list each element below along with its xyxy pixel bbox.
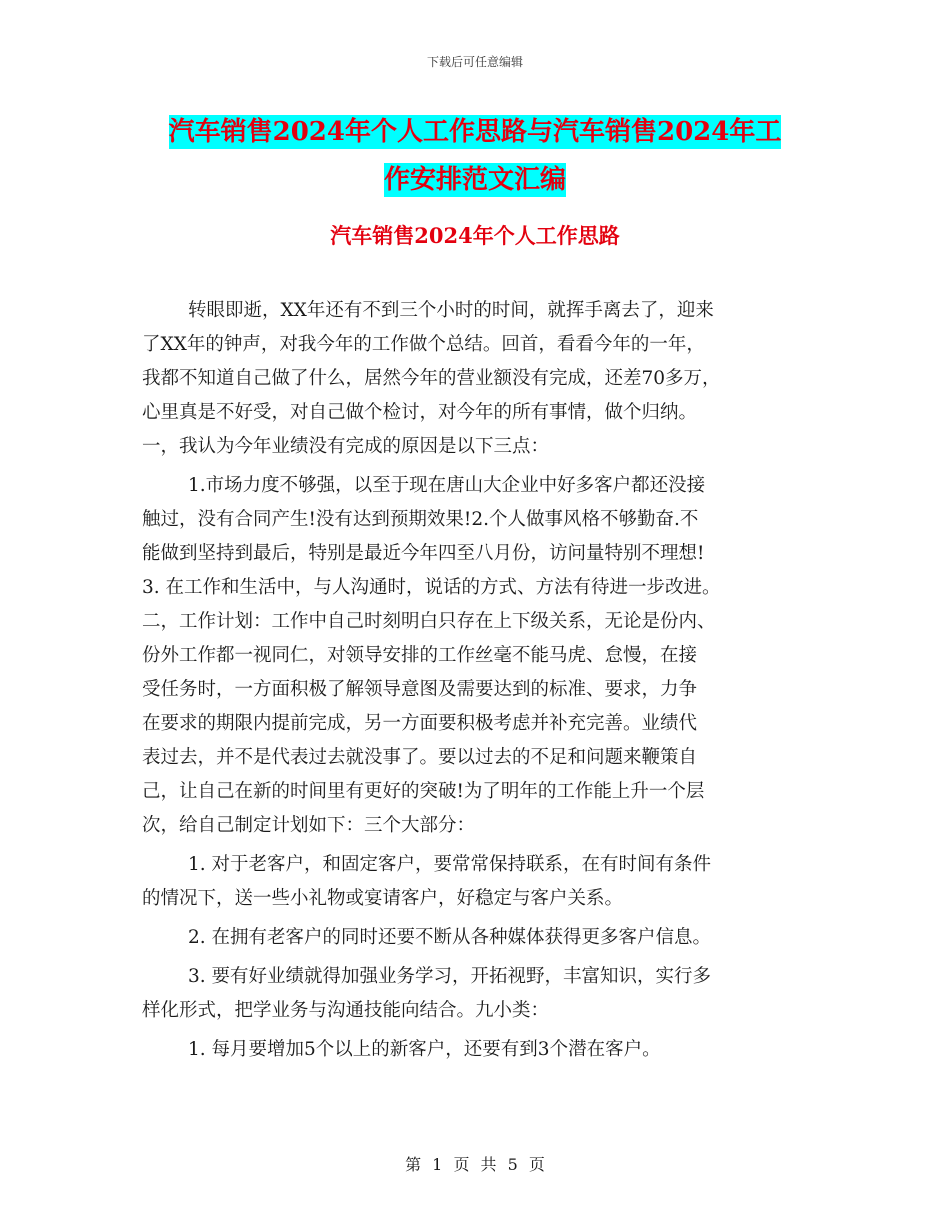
body-line: 二，工作计划：工作中自己时刻明白只存在上下级关系，无论是份内、	[142, 611, 716, 632]
body-line: 2. 在拥有老客户的同时还要不断从各种媒体获得更多客户信息。	[188, 927, 712, 948]
section-title: 汽车销售2024年个人工作思路	[330, 223, 620, 248]
body-line: 表过去，并不是代表过去就没事了。要以过去的不足和问题来鞭策自	[142, 747, 698, 768]
body-line: 1. 对于老客户，和固定客户，要常常保持联系，在有时间有条件	[188, 854, 712, 875]
body-line: 1.市场力度不够强，以至于现在唐山大企业中好多客户都还没接	[188, 475, 706, 496]
body-line: 份外工作都一视同仁，对领导安排的工作丝毫不能马虎、怠慢，在接	[142, 645, 698, 666]
title-line-1: 汽车销售2024年个人工作思路与汽车销售2024年工	[168, 117, 782, 147]
body-line: 3. 要有好业绩就得加强业务学习，开拓视野，丰富知识，实行多	[188, 966, 712, 987]
body-line: 1. 每月要增加5个以上的新客户，还要有到3个潜在客户。	[188, 1039, 661, 1060]
body-line: 样化形式，把学业务与沟通技能向结合。九小类：	[142, 1000, 550, 1021]
body-line: 我都不知道自己做了什么，居然今年的营业额没有完成，还差70多万，	[142, 368, 721, 389]
title-line-2: 作安排范文汇编	[383, 165, 566, 195]
body-line: 的情况下，送一些小礼物或宴请客户，好稳定与客户关系。	[142, 888, 624, 909]
header-note: 下载后可任意编辑	[426, 55, 523, 69]
body-line: 己，让自己在新的时间里有更好的突破!为了明年的工作能上升一个层	[142, 781, 705, 802]
body-line: 受任务时，一方面积极了解领导意图及需要达到的标准、要求，力争	[142, 679, 698, 700]
body-text	[142, 294, 812, 1067]
page-footer: 第 1 页 共 5 页	[405, 1155, 545, 1174]
body-line: 次，给自己制定计划如下：三个大部分：	[142, 815, 476, 836]
body-line: 了XX年的钟声，对我今年的工作做个总结。回首，看看今年的一年，	[142, 334, 705, 355]
body-line: 能做到坚持到最后，特别是最近今年四至八月份，访问量特别不理想!	[142, 543, 705, 564]
body-line: 一，我认为今年业绩没有完成的原因是以下三点：	[142, 436, 550, 457]
body-line: 触过，没有合同产生!没有达到预期效果!2.个人做事风格不够勤奋.不	[142, 509, 699, 530]
body-line: 转眼即逝，XX年还有不到三个小时的时间，就挥手离去了，迎来	[188, 300, 714, 321]
body-line: 在要求的期限内提前完成，另一方面要积极考虑并补充完善。业绩代	[142, 713, 698, 734]
document-title	[0, 108, 950, 204]
body-line: 心里真是不好受，对自己做个检讨，对今年的所有事情，做个归纳。	[142, 402, 698, 423]
body-line: 3. 在工作和生活中，与人沟通时，说话的方式、方法有待进一步改进。	[142, 577, 721, 598]
